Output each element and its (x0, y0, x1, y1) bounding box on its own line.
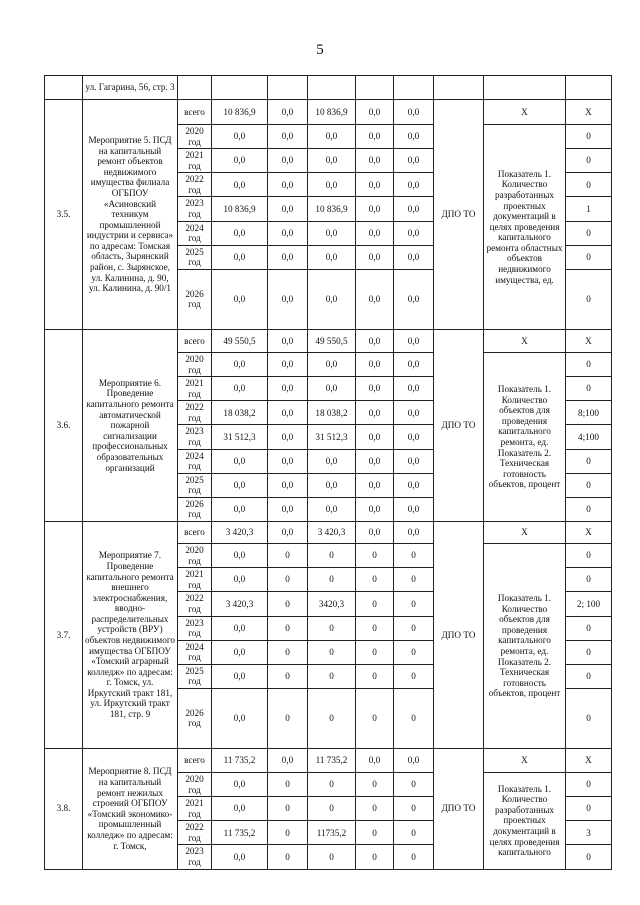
table-row (45, 329, 612, 352)
value-other: 0,0 (394, 449, 434, 473)
value-local: 0,0 (356, 425, 394, 449)
value-local: 0 (356, 797, 394, 821)
year-cell: 2023 год (178, 845, 212, 869)
value-local: 0 (356, 544, 394, 568)
value-local: 0,0 (356, 748, 394, 772)
value-total: 0,0 (212, 125, 268, 149)
year-cell: 2020 год (178, 125, 212, 149)
value-total: 0,0 (212, 616, 268, 640)
value-other: 0 (394, 592, 434, 616)
value-other: 0,0 (394, 522, 434, 544)
empty-cell (308, 76, 356, 100)
value-federal: 0,0 (268, 221, 308, 245)
value-federal: 0,0 (268, 497, 308, 521)
value-other: 0,0 (394, 221, 434, 245)
value-total: 18 038,2 (212, 401, 268, 425)
value-total: 0,0 (212, 473, 268, 497)
value-total: 0,0 (212, 497, 268, 521)
indicator-value: 8;100 (566, 401, 612, 425)
year-cell: 2021 год (178, 377, 212, 401)
value-local: 0,0 (356, 149, 394, 173)
value-federal: 0,0 (268, 401, 308, 425)
indicator-value: 0 (566, 449, 612, 473)
indicator-value: 0 (566, 772, 612, 796)
value-federal: 0 (268, 688, 308, 748)
section-number: 3.6. (45, 329, 83, 521)
value-local: 0,0 (356, 100, 394, 125)
value-local: 0,0 (356, 401, 394, 425)
indicator-value: X (566, 522, 612, 544)
value-federal: 0,0 (268, 377, 308, 401)
value-federal: 0 (268, 845, 308, 869)
value-local: 0,0 (356, 173, 394, 197)
value-total: 0,0 (212, 149, 268, 173)
indicator-value: 0 (566, 377, 612, 401)
value-total: 0,0 (212, 352, 268, 376)
indicator-value: 0 (566, 221, 612, 245)
value-other: 0,0 (394, 473, 434, 497)
value-local: 0,0 (356, 497, 394, 521)
indicator-value: 0 (566, 125, 612, 149)
year-cell: всего (178, 100, 212, 125)
value-total: 0,0 (212, 377, 268, 401)
value-regional: 0 (308, 544, 356, 568)
indicator-description: Показатель 1. Количество объектов для проведения капитального ремонта, ед. Показатель 2. Техническая готовность объектов, процент (484, 352, 566, 521)
value-regional: 0 (308, 688, 356, 748)
indicator-value: 0 (566, 616, 612, 640)
value-local: 0 (356, 640, 394, 664)
executor-cell: ДПО ТО (434, 100, 484, 330)
year-cell: 2026 год (178, 269, 212, 329)
value-federal: 0,0 (268, 149, 308, 173)
indicator-value: X (566, 100, 612, 125)
value-other: 0 (394, 845, 434, 869)
value-total: 0,0 (212, 845, 268, 869)
value-federal: 0,0 (268, 329, 308, 352)
program-table (44, 75, 612, 870)
value-regional: 0,0 (308, 497, 356, 521)
value-other: 0,0 (394, 100, 434, 125)
value-total: 31 512,3 (212, 425, 268, 449)
year-cell: 2020 год (178, 352, 212, 376)
value-total: 10 836,9 (212, 100, 268, 125)
year-cell: 2024 год (178, 640, 212, 664)
value-regional: 0,0 (308, 377, 356, 401)
section-number: 3.8. (45, 748, 83, 869)
executor-cell: ДПО ТО (434, 748, 484, 869)
value-total: 11 735,2 (212, 821, 268, 845)
value-total: 0,0 (212, 173, 268, 197)
indicator-x: X (484, 329, 566, 352)
value-local: 0,0 (356, 473, 394, 497)
year-cell: 2021 год (178, 149, 212, 173)
empty-cell (45, 76, 83, 100)
year-cell: всего (178, 522, 212, 544)
indicator-value: X (566, 748, 612, 772)
value-total: 0,0 (212, 640, 268, 664)
value-regional: 0,0 (308, 173, 356, 197)
value-federal: 0,0 (268, 173, 308, 197)
value-federal: 0,0 (268, 100, 308, 125)
value-local: 0,0 (356, 221, 394, 245)
value-total: 0,0 (212, 688, 268, 748)
value-regional: 3 420,3 (308, 522, 356, 544)
value-other: 0 (394, 664, 434, 688)
value-local: 0 (356, 664, 394, 688)
empty-cell (394, 76, 434, 100)
value-regional: 49 550,5 (308, 329, 356, 352)
value-local: 0 (356, 821, 394, 845)
value-local: 0,0 (356, 245, 394, 269)
value-total: 0,0 (212, 797, 268, 821)
value-regional: 10 836,9 (308, 197, 356, 221)
value-federal: 0 (268, 640, 308, 664)
value-other: 0 (394, 568, 434, 592)
indicator-value: X (566, 329, 612, 352)
value-total: 0,0 (212, 664, 268, 688)
year-cell: 2025 год (178, 664, 212, 688)
indicator-value: 0 (566, 497, 612, 521)
empty-cell (268, 76, 308, 100)
indicator-value: 1 (566, 197, 612, 221)
indicator-value: 2; 100 (566, 592, 612, 616)
executor-cell: ДПО ТО (434, 522, 484, 749)
value-regional: 0,0 (308, 269, 356, 329)
value-local: 0 (356, 772, 394, 796)
indicator-value: 0 (566, 173, 612, 197)
table-row (45, 522, 612, 544)
value-federal: 0 (268, 544, 308, 568)
value-other: 0 (394, 797, 434, 821)
value-local: 0,0 (356, 352, 394, 376)
indicator-value: 0 (566, 845, 612, 869)
indicator-x: X (484, 522, 566, 544)
value-other: 0,0 (394, 497, 434, 521)
indicator-x: X (484, 748, 566, 772)
value-federal: 0,0 (268, 245, 308, 269)
value-regional: 0,0 (308, 449, 356, 473)
indicator-description: Показатель 1. Количество разработанных проектных документаций в целях проведения капитального ремонта областных объектов недвижимого имущества, ед. (484, 125, 566, 330)
value-regional: 0 (308, 568, 356, 592)
value-other: 0 (394, 821, 434, 845)
indicator-value: 0 (566, 352, 612, 376)
value-other: 0,0 (394, 149, 434, 173)
empty-cell (356, 76, 394, 100)
value-regional: 0,0 (308, 221, 356, 245)
year-cell: 2022 год (178, 173, 212, 197)
value-local: 0 (356, 592, 394, 616)
value-total: 11 735,2 (212, 748, 268, 772)
section-number: 3.5. (45, 100, 83, 330)
value-federal: 0,0 (268, 748, 308, 772)
year-cell: 2022 год (178, 592, 212, 616)
value-federal: 0 (268, 821, 308, 845)
indicator-description: Показатель 1. Количество разработанных проектных документаций в целях проведения капитального (484, 772, 566, 869)
indicator-x: X (484, 100, 566, 125)
value-regional: 0 (308, 640, 356, 664)
year-cell: всего (178, 748, 212, 772)
value-local: 0,0 (356, 125, 394, 149)
value-regional: 0 (308, 772, 356, 796)
value-other: 0,0 (394, 173, 434, 197)
value-federal: 0,0 (268, 522, 308, 544)
value-local: 0,0 (356, 197, 394, 221)
year-cell: 2020 год (178, 544, 212, 568)
year-cell: 2023 год (178, 425, 212, 449)
value-regional: 11 735,2 (308, 748, 356, 772)
value-total: 0,0 (212, 449, 268, 473)
indicator-value: 0 (566, 473, 612, 497)
value-other: 0,0 (394, 197, 434, 221)
year-cell: 2024 год (178, 449, 212, 473)
value-other: 0,0 (394, 748, 434, 772)
value-total: 3 420,3 (212, 592, 268, 616)
value-other: 0,0 (394, 377, 434, 401)
section-number: 3.7. (45, 522, 83, 749)
value-regional: 0 (308, 664, 356, 688)
section-description: Мероприятие 5. ПСД на капитальный ремонт объектов недвижимого имущества филиала ОГБПОУ «Асиновский техникум промышленной индустрии и сервиса» по адресам: Томская область, Зырянский район, с. Зырянское, ул. Калинина, д. 90, ул. Калинина, д. 90/1 (83, 100, 178, 330)
value-total: 0,0 (212, 269, 268, 329)
year-cell: 2026 год (178, 497, 212, 521)
value-local: 0 (356, 616, 394, 640)
section-description: Мероприятие 6. Проведение капитального ремонта автоматической пожарной сигнализации профессиональных образовательных организаций (83, 329, 178, 521)
value-local: 0 (356, 688, 394, 748)
value-regional: 0,0 (308, 149, 356, 173)
value-regional: 0 (308, 845, 356, 869)
value-other: 0 (394, 688, 434, 748)
indicator-value: 0 (566, 544, 612, 568)
value-federal: 0,0 (268, 473, 308, 497)
continuation-row (45, 76, 612, 100)
year-cell: 2024 год (178, 221, 212, 245)
value-federal: 0 (268, 592, 308, 616)
year-cell: 2021 год (178, 797, 212, 821)
empty-cell (484, 76, 566, 100)
value-total: 0,0 (212, 772, 268, 796)
value-other: 0,0 (394, 269, 434, 329)
value-federal: 0,0 (268, 125, 308, 149)
empty-cell (178, 76, 212, 100)
year-cell: 2021 год (178, 568, 212, 592)
value-other: 0,0 (394, 401, 434, 425)
empty-cell (212, 76, 268, 100)
year-cell: 2020 год (178, 772, 212, 796)
value-other: 0 (394, 640, 434, 664)
value-total: 0,0 (212, 544, 268, 568)
value-regional: 31 512,3 (308, 425, 356, 449)
value-local: 0,0 (356, 269, 394, 329)
value-local: 0,0 (356, 449, 394, 473)
value-federal: 0 (268, 797, 308, 821)
year-cell: 2025 год (178, 245, 212, 269)
value-local: 0,0 (356, 522, 394, 544)
value-regional: 0,0 (308, 245, 356, 269)
value-federal: 0 (268, 664, 308, 688)
year-cell: 2026 год (178, 688, 212, 748)
executor-cell: ДПО ТО (434, 329, 484, 521)
indicator-value: 0 (566, 245, 612, 269)
value-federal: 0,0 (268, 197, 308, 221)
value-federal: 0 (268, 616, 308, 640)
value-other: 0,0 (394, 245, 434, 269)
indicator-value: 4;100 (566, 425, 612, 449)
value-regional: 0 (308, 616, 356, 640)
section-description: Мероприятие 8. ПСД на капитальный ремонт нежилых строений ОГБПОУ «Томский экономико-промышленный колледж» по адресам: г. Томск, (83, 748, 178, 869)
section-description: Мероприятие 7. Проведение капитального ремонта внешнего электроснабжения, вводно-распределительных устройств (ВРУ) объектов недвижимого имущества ОГБПОУ «Томский аграрный колледж» по адресам: г. Томск, ул. Иркутский тракт 181, ул. Иркутский тракт 181, стр. 9 (83, 522, 178, 749)
value-other: 0,0 (394, 425, 434, 449)
indicator-description: Показатель 1. Количество объектов для проведения капитального ремонта, ед. Показатель 2. Техническая готовность объектов, процент (484, 544, 566, 749)
value-local: 0 (356, 568, 394, 592)
value-federal: 0,0 (268, 269, 308, 329)
indicator-value: 0 (566, 688, 612, 748)
value-other: 0,0 (394, 352, 434, 376)
year-cell: 2023 год (178, 616, 212, 640)
value-local: 0,0 (356, 377, 394, 401)
value-regional: 0,0 (308, 473, 356, 497)
value-regional: 0,0 (308, 352, 356, 376)
value-regional: 0,0 (308, 125, 356, 149)
value-federal: 0 (268, 772, 308, 796)
indicator-value: 0 (566, 568, 612, 592)
continuation-text: ул. Гагарина, 56, стр. 3 (83, 76, 178, 100)
value-total: 10 836,9 (212, 197, 268, 221)
value-federal: 0,0 (268, 425, 308, 449)
value-total: 3 420,3 (212, 522, 268, 544)
indicator-value: 0 (566, 269, 612, 329)
value-regional: 10 836,9 (308, 100, 356, 125)
table-row (45, 100, 612, 125)
empty-cell (566, 76, 612, 100)
indicator-value: 3 (566, 821, 612, 845)
value-federal: 0,0 (268, 449, 308, 473)
year-cell: 2025 год (178, 473, 212, 497)
empty-cell (434, 76, 484, 100)
year-cell: 2022 год (178, 401, 212, 425)
value-regional: 0 (308, 797, 356, 821)
value-federal: 0,0 (268, 352, 308, 376)
value-total: 0,0 (212, 568, 268, 592)
value-total: 0,0 (212, 221, 268, 245)
year-cell: 2023 год (178, 197, 212, 221)
value-regional: 3420,3 (308, 592, 356, 616)
value-regional: 18 038,2 (308, 401, 356, 425)
value-local: 0,0 (356, 329, 394, 352)
table-row (45, 748, 612, 772)
value-regional: 11735,2 (308, 821, 356, 845)
value-other: 0 (394, 544, 434, 568)
year-cell: 2022 год (178, 821, 212, 845)
indicator-value: 0 (566, 149, 612, 173)
year-cell: всего (178, 329, 212, 352)
indicator-value: 0 (566, 797, 612, 821)
value-other: 0,0 (394, 329, 434, 352)
indicator-value: 0 (566, 640, 612, 664)
value-local: 0 (356, 845, 394, 869)
indicator-value: 0 (566, 664, 612, 688)
value-other: 0 (394, 772, 434, 796)
value-federal: 0 (268, 568, 308, 592)
value-other: 0,0 (394, 125, 434, 149)
page-number: 5 (316, 42, 324, 58)
value-other: 0 (394, 616, 434, 640)
value-total: 0,0 (212, 245, 268, 269)
value-total: 49 550,5 (212, 329, 268, 352)
